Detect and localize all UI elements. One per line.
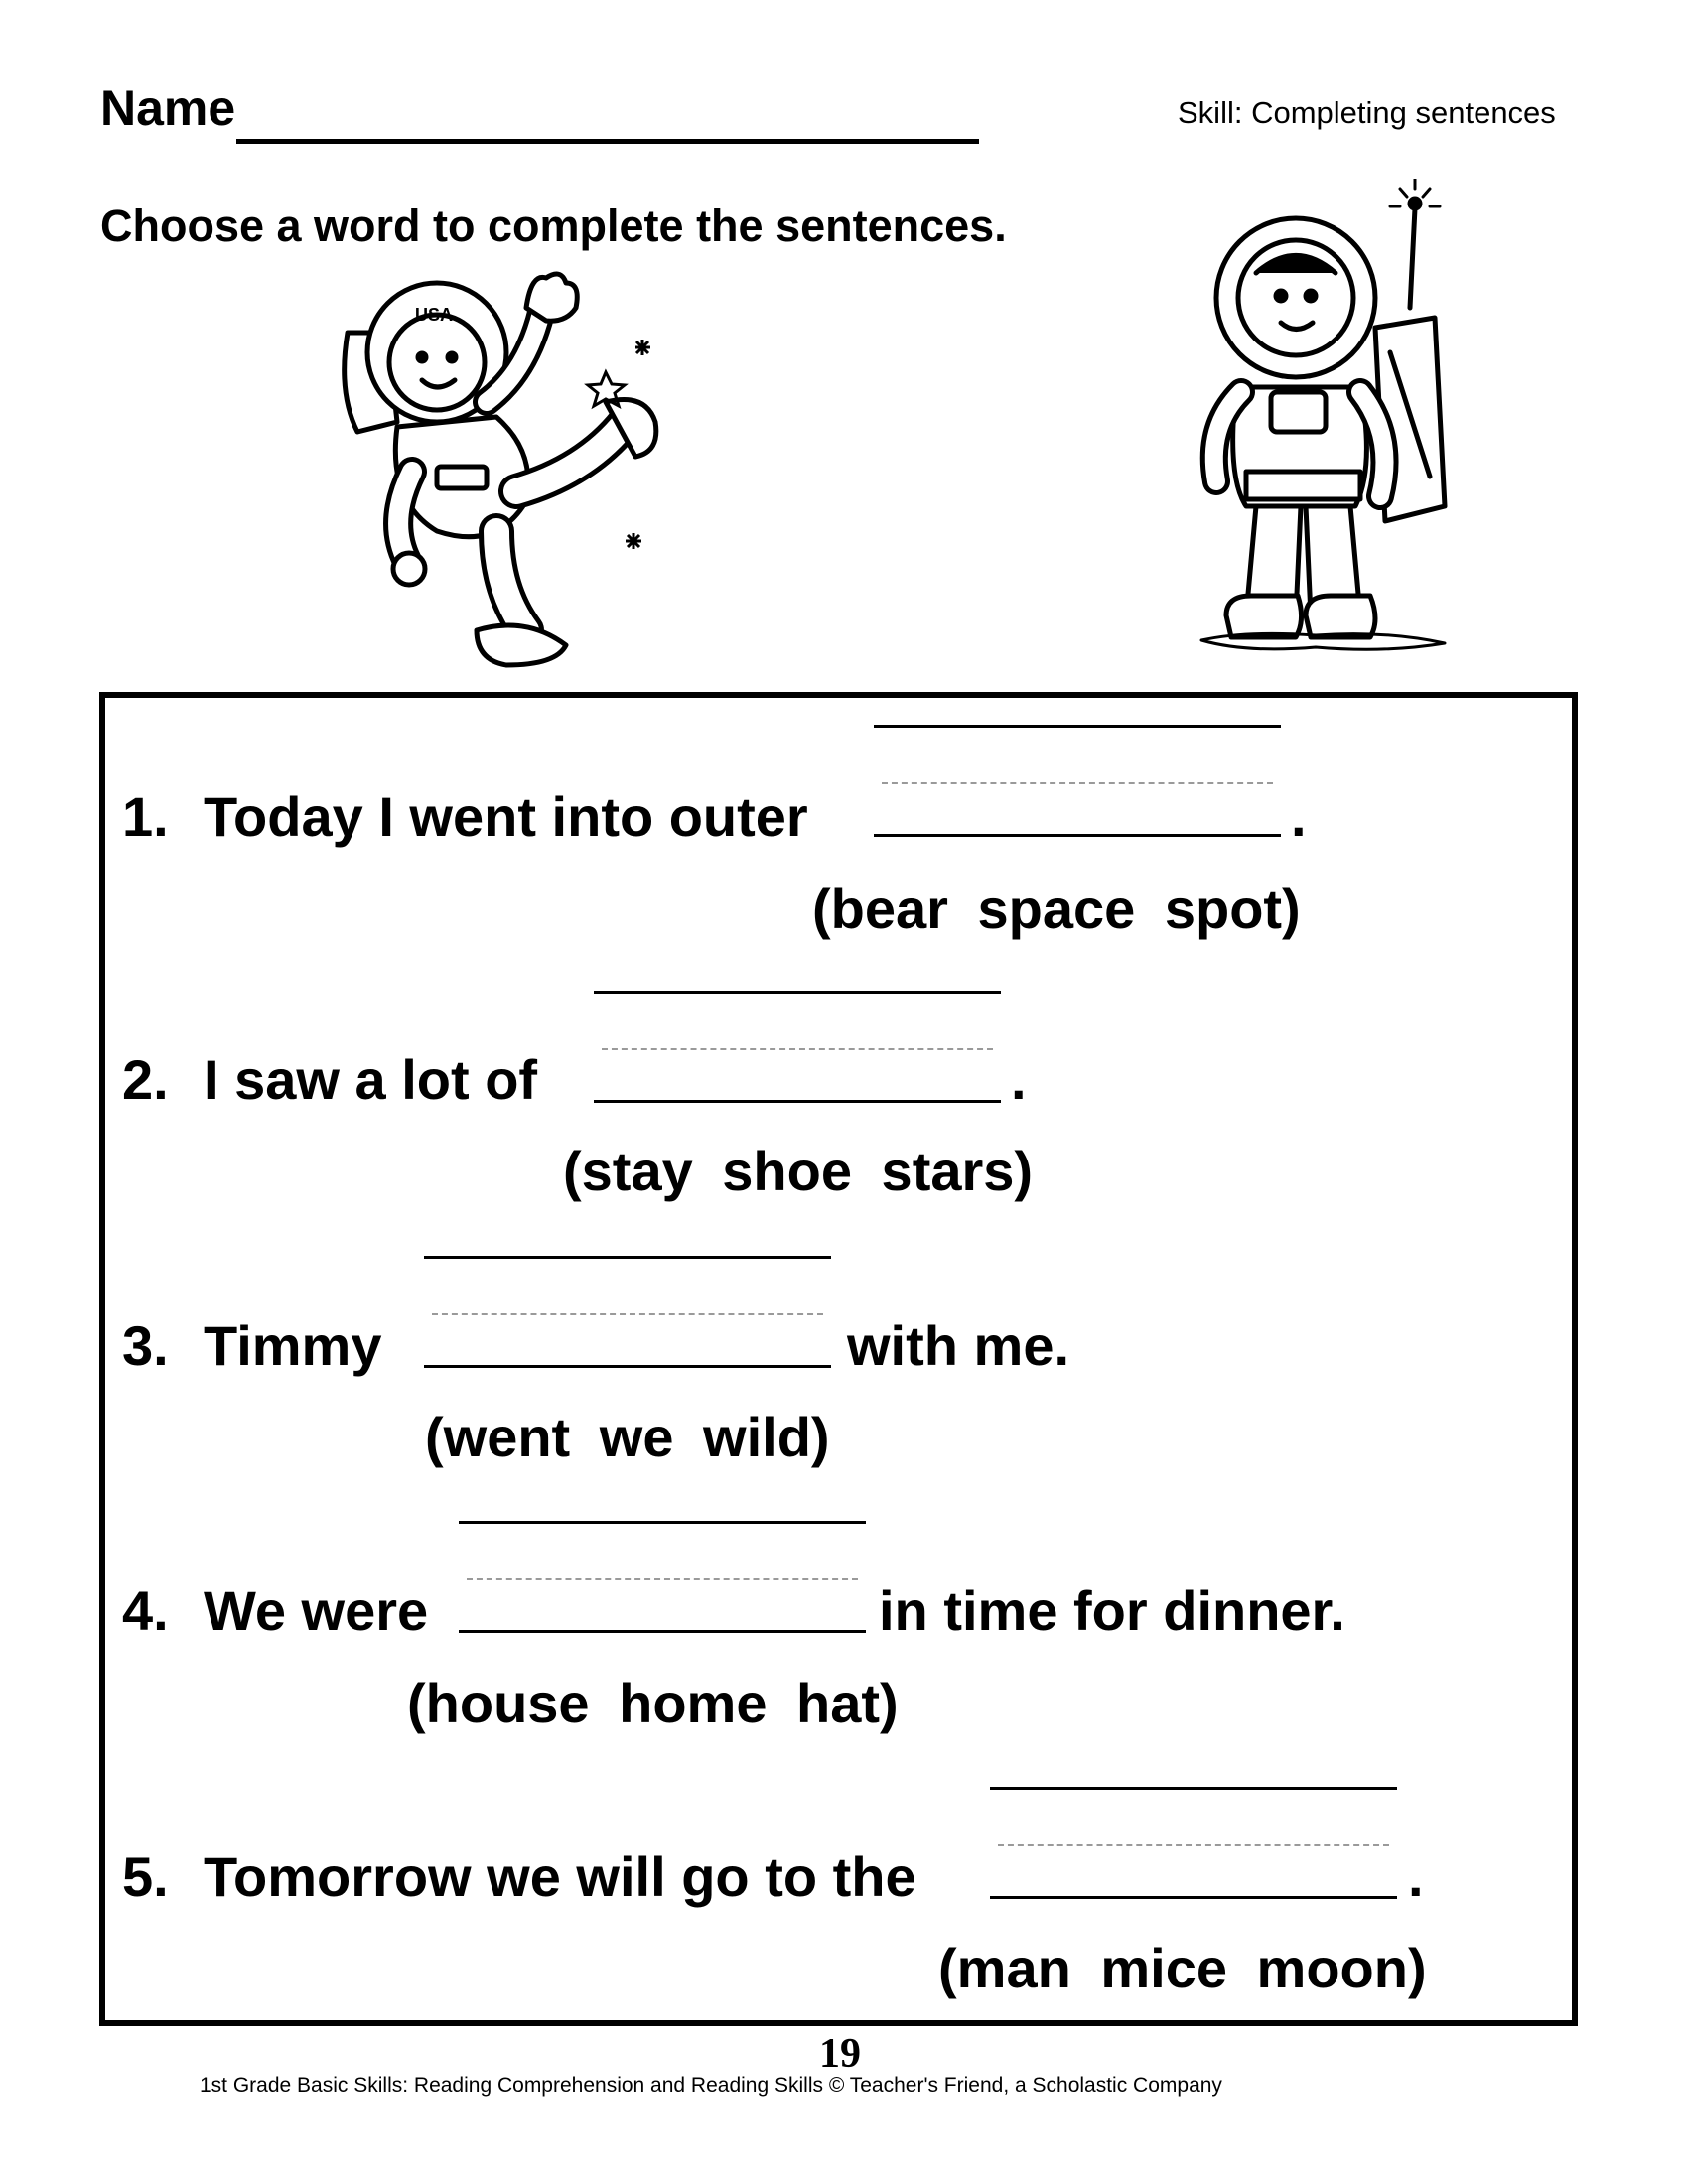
name-writing-line[interactable] — [236, 139, 979, 144]
question-1-text: Today I went into outer — [204, 785, 808, 848]
floating-astronaut-illustration — [328, 253, 705, 670]
question-3-text: Timmy — [204, 1314, 382, 1377]
question-2-choices: (stay shoe stars) — [563, 1140, 1034, 1202]
answer-blank-5[interactable] — [990, 1787, 1397, 1906]
question-5-end: . — [1408, 1845, 1424, 1908]
question-4-end: in time for dinner. — [879, 1579, 1345, 1642]
question-1-end: . — [1291, 785, 1307, 848]
question-3-number: 3. — [122, 1314, 169, 1377]
question-3-end: with me. — [847, 1314, 1070, 1377]
question-2-text: I saw a lot of — [204, 1048, 538, 1111]
answer-blank-3[interactable] — [424, 1256, 831, 1375]
page-number: 19 — [819, 2031, 861, 2077]
name-label: Name — [100, 80, 236, 136]
question-1-choices: (bear space spot) — [812, 878, 1301, 940]
question-5-choices: (man mice moon) — [938, 1937, 1427, 1999]
question-4-text: We were — [204, 1579, 429, 1642]
question-2-number: 2. — [122, 1048, 169, 1111]
question-1-number: 1. — [122, 785, 169, 848]
skill-label: Skill: Completing sentences — [1178, 95, 1556, 130]
footer-credit: 1st Grade Basic Skills: Reading Comprehension and Reading Skills © Teacher's Friend, a Scholastic Company — [200, 2074, 1222, 2097]
helmet-label: USA — [415, 305, 454, 325]
question-2-end: . — [1011, 1048, 1027, 1111]
standing-astronaut-illustration — [1187, 179, 1455, 655]
question-3-choices: (went we wild) — [425, 1406, 830, 1468]
answer-blank-4[interactable] — [459, 1521, 866, 1640]
question-5-number: 5. — [122, 1845, 169, 1908]
instructions: Choose a word to complete the sentences. — [100, 201, 1007, 251]
answer-blank-1[interactable] — [874, 725, 1281, 844]
question-4-number: 4. — [122, 1579, 169, 1642]
question-5-text: Tomorrow we will go to the — [204, 1845, 916, 1908]
question-4-choices: (house home hat) — [407, 1672, 899, 1734]
answer-blank-2[interactable] — [594, 991, 1001, 1110]
